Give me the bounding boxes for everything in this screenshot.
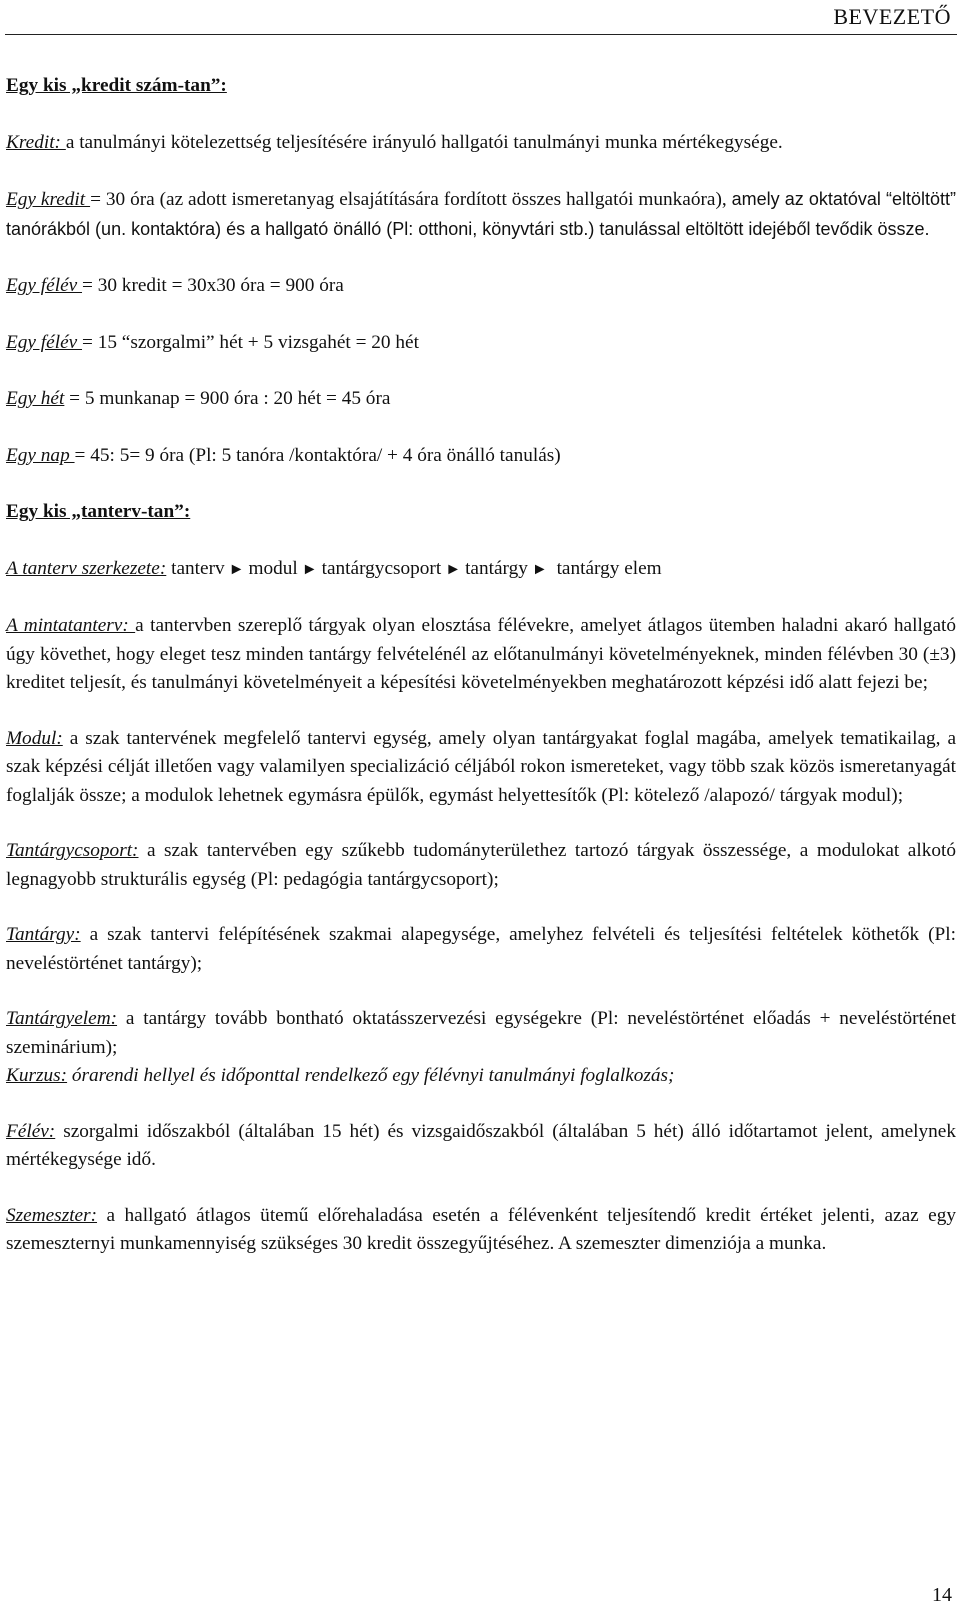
definition-szemeszter: a hallgató átlagos ütemű előrehaladása esetén a félévenként teljesítendő kredit értéket jelenti, azaz egy szemeszternyi munkamennyiség szükséges 30 kredit összegyűjtéséhez. A szemeszter dimenziója a munka.: [6, 1204, 956, 1254]
definition-tantargyelem: a tantárgy tovább bontható oktatásszervezési egységekre (Pl: neveléstörténet előadás + neveléstörténet szeminárium);: [6, 1008, 956, 1058]
term-egy-felev: Egy félév: [6, 275, 83, 296]
term-egy-nap: Egy nap: [6, 444, 75, 466]
term-tantargy: Tantárgy:: [6, 924, 81, 945]
definition-tantargycsoport: a szak tantervében egy szűkebb tudományterülethez tartozó tárgyak összessége, a modulokat alkotó legnagyobb strukturális egység (Pl: pedagógia tantárgycsoport);: [6, 840, 956, 890]
term-kurzus: Kurzus:: [6, 1065, 68, 1086]
definition-modul: a szak tantervének megfelelő tantervi egység, amely olyan tantárgyakat foglal magába, amelyek tematikailag, a szak képzési célját illetően vagy valamilyen specializáció céljából rokon ismereteket, vagy több szak közös ismeretanyagát foglalják össze; a modulok lehetnek egymásra épülők, egymást helyettesítők (Pl: kötelező /alapozó/ tárgyak modul);: [6, 727, 956, 806]
formula-het: = 5 munkanap = 900 óra : 20 hét = 45 óra: [64, 388, 391, 409]
structure-item: tanterv: [171, 557, 225, 579]
arrow-right-icon: ►: [228, 560, 245, 578]
heading-text: Egy kis „tanterv-tan”:: [6, 501, 191, 522]
chapter-title: BEVEZETŐ: [833, 4, 951, 29]
formula-nap: = 45: 5= 9 óra (Pl: 5 tanóra /kontaktóra/ + 4 óra önálló tanulás): [74, 444, 561, 466]
term-kredit: Kredit:: [6, 131, 66, 153]
structure-item: modul: [248, 557, 298, 579]
page-header: [5, 0, 957, 35]
term-egy-het: Egy hét: [6, 388, 65, 409]
term-tantargycsoport: Tantárgycsoport:: [6, 840, 139, 861]
structure-item: tantárgycsoport: [321, 557, 442, 579]
definition-kurzus: órarendi hellyel és időponttal rendelkező egy félévnyi tanulmányi foglalkozás;: [67, 1065, 675, 1086]
term-felev: Félév:: [6, 1120, 56, 1142]
document-body: [6, 72, 956, 1259]
structure-item: tantárgy: [465, 557, 528, 579]
definition-tantargy: a szak tantervi felépítésének szakmai alapegysége, amelyhez felvételi és teljesítési feltételek köthetők (Pl: neveléstörténet tantárgy);: [6, 924, 956, 974]
term-szemeszter: Szemeszter:: [6, 1204, 98, 1226]
paragraph-felev-definicio: [6, 1118, 956, 1175]
term-tanterv-szerkezete: A tanterv szerkezete:: [6, 557, 167, 579]
definition-felev: szorgalmi időszakból (általában 15 hét) és vizsgaidőszakból (általában 5 hét) álló időtartamot jelent, amelynek mértékegysége idő.: [6, 1120, 956, 1170]
paragraph-felev-kredit: [6, 272, 956, 301]
term-modul: Modul:: [6, 727, 63, 749]
paragraph-kurzus: [6, 1062, 956, 1091]
paragraph-felev-het: [6, 329, 956, 358]
paragraph-modul: [6, 725, 956, 811]
term-mintatanterv: A mintatanterv:: [6, 615, 136, 636]
arrow-right-icon: ►: [445, 560, 462, 578]
paragraph-mintatanterv: [6, 612, 956, 698]
page-number: 14: [932, 1584, 952, 1606]
paragraph-kredit: [6, 129, 956, 158]
section-heading-tanterv: [6, 498, 956, 527]
paragraph-egy-kredit: [6, 185, 956, 244]
formula-felev-het: = 15 “szorgalmi” hét + 5 vizsgahét = 20 hét: [82, 331, 419, 353]
formula-felev-kredit: = 30 kredit = 30x30 óra = 900 óra: [82, 275, 344, 296]
term-egy-felev: Egy félév: [6, 331, 83, 353]
definition-mintatanterv: a tantervben szereplő tárgyak olyan elosztása félévekre, amelyet átlagos ütemben haladni akaró hallgató úgy követhet, hogy eleget tesz minden tantárgy felvételénél az előtanulmányi követelményeknek, minden félévben 30 (±3) kreditet teljesít, és tanulmányi követelményeit a képesítési követelményekben meghatározott képzési idő alatt fejezi be;: [6, 615, 957, 693]
arrow-right-icon: ►: [301, 560, 318, 578]
paragraph-tanterv-szerkezete: [6, 555, 956, 585]
term-tantargyelem: Tantárgyelem:: [6, 1008, 118, 1029]
paragraph-nap: [6, 442, 956, 471]
paragraph-het: [6, 385, 956, 414]
paragraph-tantargycsoport: [6, 837, 956, 894]
definition-kredit: a tanulmányi kötelezettség teljesítésére irányuló hallgatói tanulmányi munka mértékegysége.: [65, 131, 783, 153]
term-egy-kredit: Egy kredit: [6, 189, 91, 210]
section-heading-kredit: [6, 72, 956, 101]
heading-text: Egy kis „kredit szám-tan”:: [6, 75, 227, 96]
arrow-right-icon: ►: [531, 560, 548, 578]
structure-item: tantárgy elem: [556, 557, 662, 579]
paragraph-tantargy: [6, 921, 956, 978]
paragraph-szemeszter: [6, 1202, 956, 1259]
paragraph-tantargyelem: [6, 1005, 956, 1062]
definition-egy-kredit-2: amely az oktatóval “eltöltött” tanórákból (un. kontaktóra) és a hallgató önálló (Pl: otthoni, könyvtári stb.) tanulással eltöltött idejéből tevődik össze.: [6, 189, 957, 239]
definition-egy-kredit-1: = 30 óra (az adott ismeretanyag elsajátítására fordított összes hallgatói munkaóra),: [90, 189, 732, 210]
